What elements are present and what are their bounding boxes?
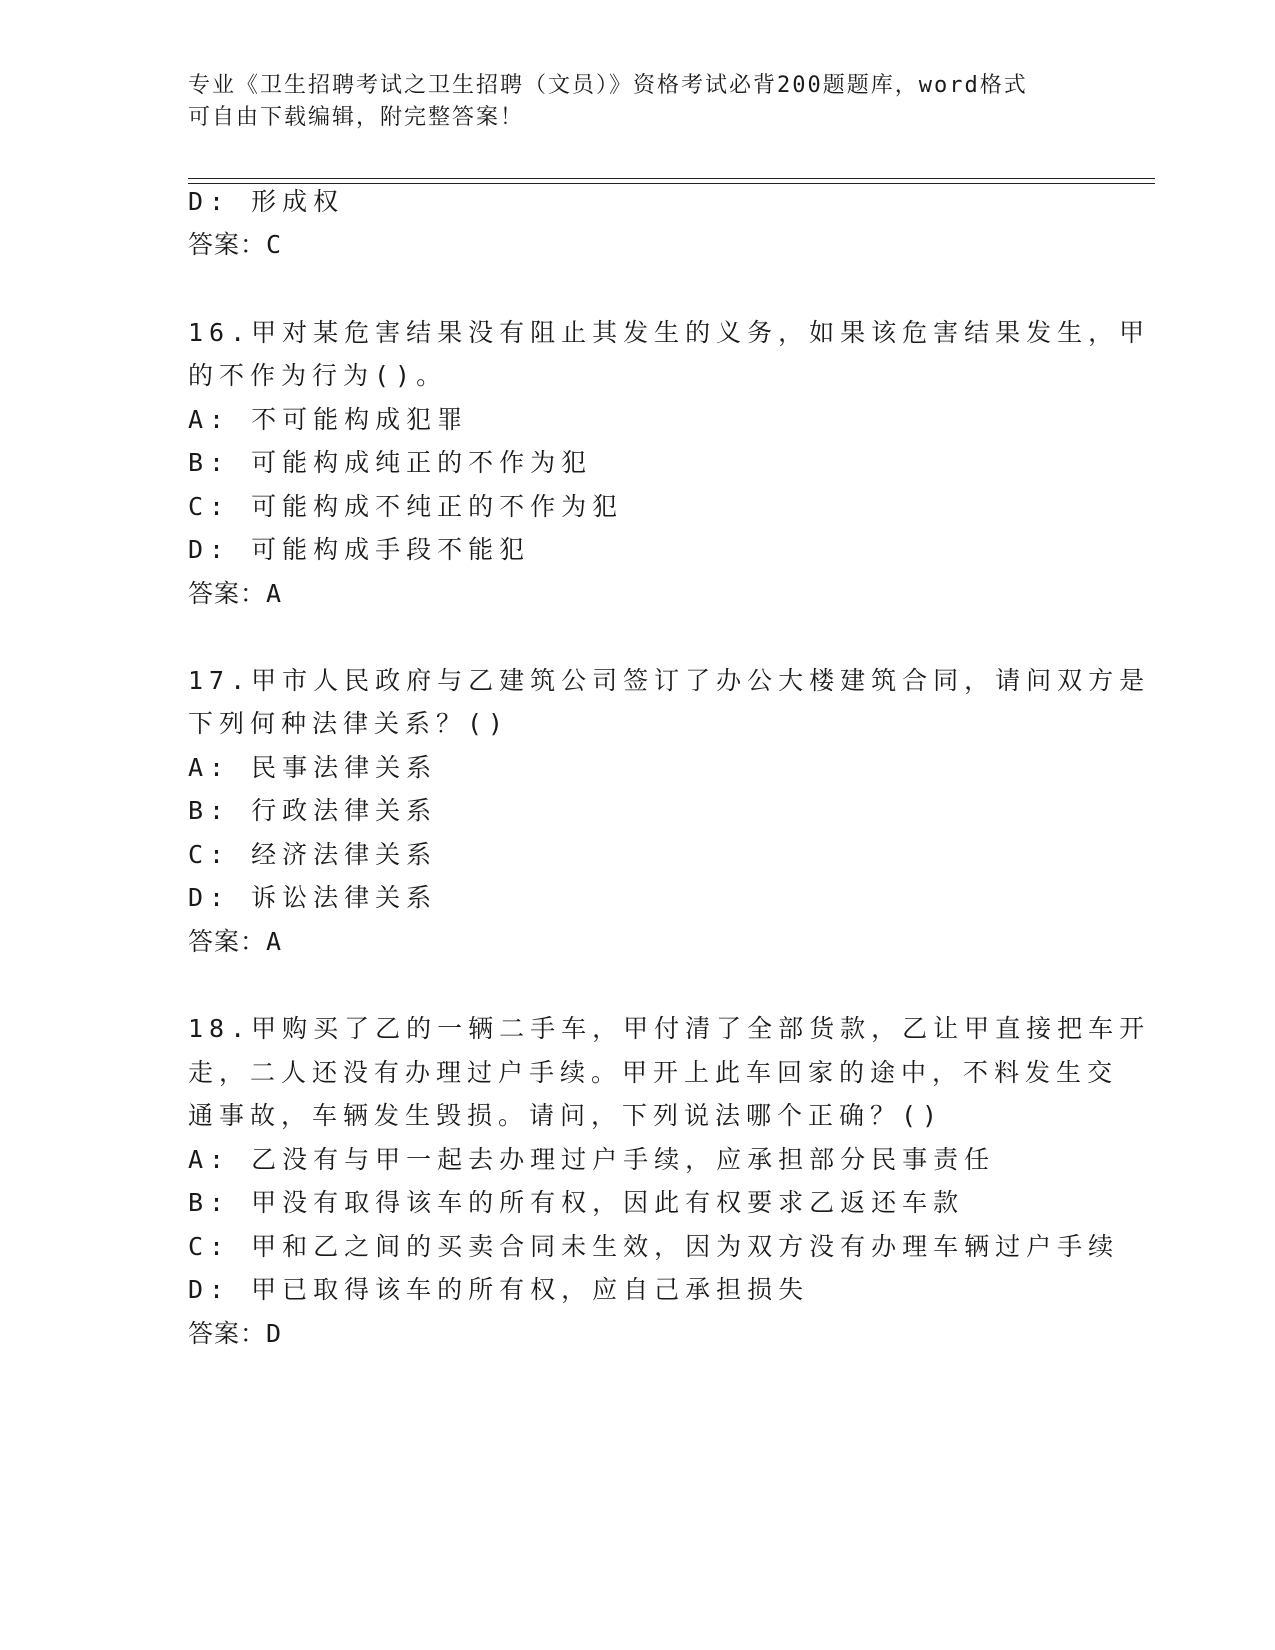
- prev-answer: 答案：C: [188, 230, 283, 259]
- question-text-line: 通事故，车辆发生毁损。请问，下列说法哪个正确？(): [188, 1101, 944, 1130]
- option-a: A: 乙没有与甲一起去办理过户手续，应承担部分民事责任: [188, 1145, 996, 1174]
- option-c: C: 经济法律关系: [188, 840, 438, 869]
- header-line-2: 可自由下载编辑，附完整答案！: [188, 105, 525, 130]
- prev-option-d: D: 形成权: [188, 187, 345, 216]
- answer: 答案：A: [188, 579, 283, 608]
- question-text-line: 16.甲对某危害结果没有阻止其发生的义务，如果该危害结果发生，甲: [188, 318, 1151, 347]
- option-b: B: 可能构成纯正的不作为犯: [188, 448, 593, 477]
- answer: 答案：D: [188, 1319, 283, 1348]
- option-a: A: 不可能构成犯罪: [188, 405, 469, 434]
- option-a: A: 民事法律关系: [188, 753, 438, 782]
- question-text-line: 下列何种法律关系？(): [188, 709, 510, 738]
- header-divider-bottom: [188, 183, 1155, 184]
- question-text-line: 18.甲购买了乙的一辆二手车，甲付清了全部货款，乙让甲直接把车开: [188, 1014, 1151, 1043]
- option-c: C: 可能构成不纯正的不作为犯: [188, 492, 624, 521]
- option-c: C: 甲和乙之间的买卖合同未生效，因为双方没有办理车辆过户手续: [188, 1232, 1120, 1261]
- question-text-line: 的不作为行为()。: [188, 361, 448, 390]
- option-b: B: 行政法律关系: [188, 796, 438, 825]
- question-text-line: 17.甲市人民政府与乙建筑公司签订了办公大楼建筑合同，请问双方是: [188, 666, 1151, 695]
- answer: 答案：A: [188, 927, 283, 956]
- option-d: D: 甲已取得该车的所有权，应自己承担损失: [188, 1275, 810, 1304]
- header-line-1: 专业《卫生招聘考试之卫生招聘（文员）》资格考试必背200题题库，word格式: [188, 73, 1028, 98]
- document-header: [188, 70, 1088, 134]
- option-d: D: 可能构成手段不能犯: [188, 535, 531, 564]
- question-text-line: 走，二人还没有办理过户手续。甲开上此车回家的途中，不料发生交: [188, 1058, 1119, 1087]
- header-divider-top: [188, 178, 1155, 179]
- option-b: B: 甲没有取得该车的所有权，因此有权要求乙返还车款: [188, 1188, 965, 1217]
- option-d: D: 诉讼法律关系: [188, 883, 438, 912]
